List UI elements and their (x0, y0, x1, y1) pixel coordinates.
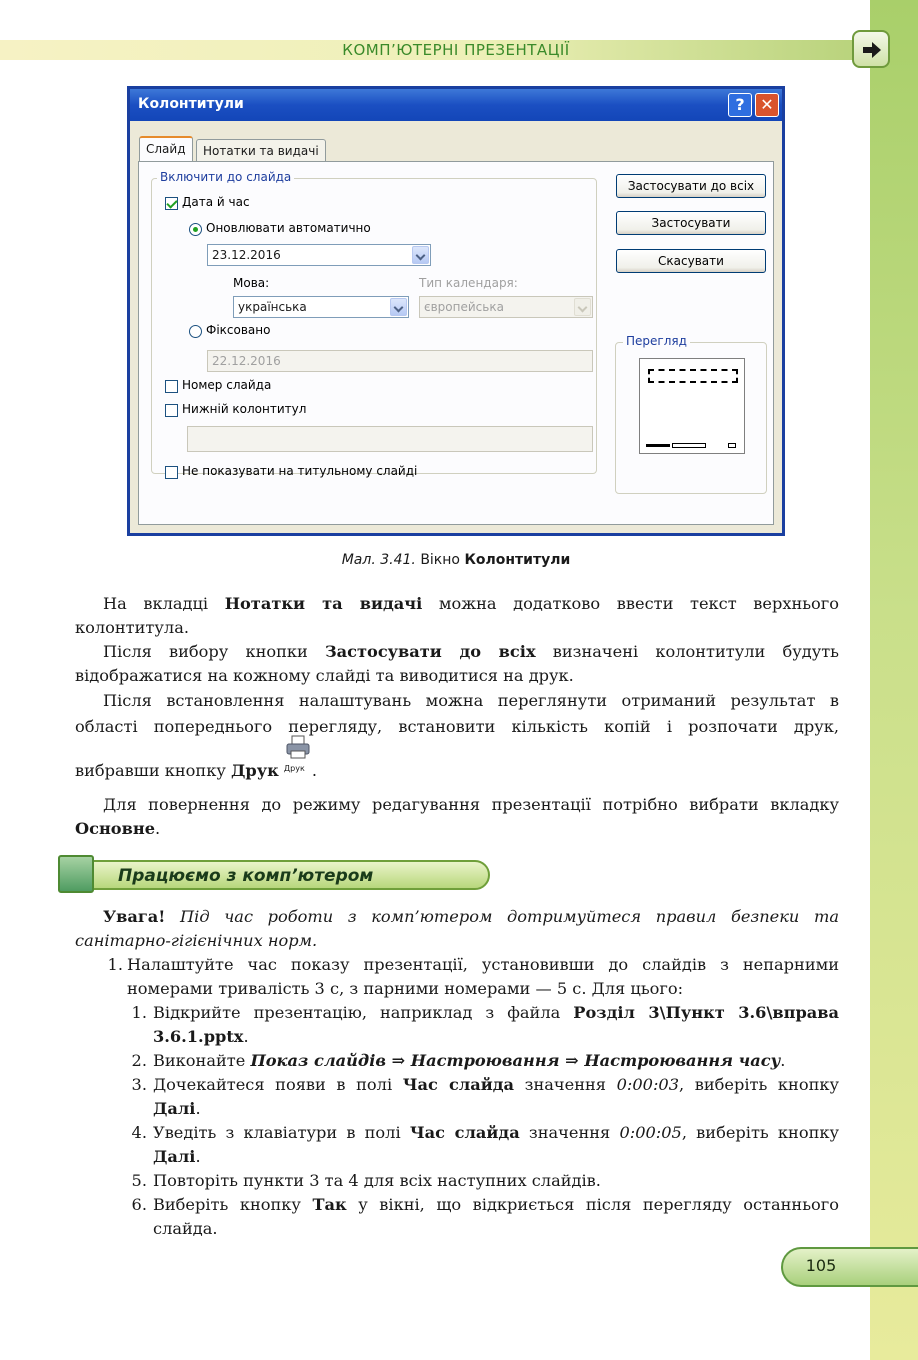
computer-icon (58, 855, 94, 893)
caption-prefix: Мал. 3.41. (341, 552, 416, 568)
auto-update-radio[interactable] (189, 223, 202, 236)
p1-bold: Нотатки та видачі (224, 594, 423, 613)
caption-bold: Колонтитули (464, 552, 571, 568)
print-icon-label: Друк (283, 764, 305, 773)
help-button[interactable]: ? (728, 93, 752, 117)
step-number: 6. (131, 1195, 147, 1214)
step-4-text-2: значення (519, 1123, 620, 1142)
auto-date-value: 23.12.2016 (212, 248, 281, 262)
step-3-text-3: , виберіть кнопку (679, 1075, 839, 1094)
paragraph-2 (75, 640, 839, 688)
preview-slide (639, 358, 745, 454)
header-footer-dialog (127, 86, 785, 536)
preview-title: Перегляд (623, 334, 690, 348)
preview-date-placeholder (646, 444, 670, 447)
step-4-text: Уведіть з клавіатури в полі (153, 1123, 410, 1142)
step-number: 3. (131, 1075, 147, 1094)
language-value: українська (238, 300, 307, 314)
step-6-bold: Так (312, 1195, 347, 1214)
apply-button[interactable]: Застосувати (616, 211, 766, 235)
include-group-title: Включити до слайда (157, 170, 294, 184)
step-3-text: Дочекайтеся появи в полі (153, 1075, 403, 1094)
date-time-label: Дата й час (182, 195, 250, 209)
auto-date-combo[interactable] (207, 244, 431, 266)
step-3-text-2: значення (514, 1075, 617, 1094)
page-number: 105 (805, 1256, 837, 1275)
p1-text-end: можна додатково ввести текст верхнього колонтитула. (75, 594, 840, 637)
step-text (153, 1073, 839, 1121)
step-2-end: . (780, 1051, 786, 1070)
step-4-text-3: , виберіть кнопку (681, 1123, 839, 1142)
calendar-type-value: європейська (424, 300, 504, 314)
fixed-date-field: 22.12.2016 (207, 350, 593, 372)
arrow-right-icon (861, 39, 883, 61)
step-3-end: . (195, 1098, 201, 1118)
fixed-radio[interactable] (189, 325, 202, 338)
paragraph-4 (75, 793, 839, 841)
p3-bold: Друк (231, 761, 279, 780)
step-text (153, 1193, 839, 1241)
slide-number-label: Номер слайда (182, 378, 272, 392)
p2-bold: Застосувати до всіх (324, 642, 536, 661)
chevron-down-icon[interactable] (412, 246, 429, 264)
step-4-value: 0:00:05 (619, 1123, 682, 1142)
step-number: 1. (131, 1003, 147, 1022)
next-page-button[interactable] (852, 30, 890, 68)
close-button[interactable]: ✕ (755, 93, 779, 117)
p1-text: На вкладці (103, 594, 225, 613)
warning-paragraph (75, 905, 839, 953)
side-strip (870, 0, 918, 1360)
step-4-end: . (195, 1146, 201, 1166)
figure-caption (0, 552, 912, 568)
step-2-text: Виконайте (153, 1051, 251, 1070)
step-1-end: . (243, 1026, 249, 1046)
section-title: Працюємо з комп’ютером (118, 866, 374, 886)
step-number: 5. (131, 1171, 147, 1190)
p3-text-end: . (311, 761, 318, 780)
chevron-down-icon[interactable] (390, 298, 407, 316)
dialog-titlebar (130, 89, 782, 121)
chevron-down-icon (574, 298, 591, 316)
cancel-button[interactable]: Скасувати (616, 249, 766, 273)
task-text: Налаштуйте час показу презентації, установивши до слайдів з непарними номерами тривалість 3 с, з парними номерами — 5 с. Для цього: (127, 955, 839, 998)
preview-number-placeholder (728, 443, 736, 448)
step-text (153, 1001, 839, 1049)
warning-bold: Увага! (103, 907, 166, 926)
footer-checkbox[interactable] (165, 404, 178, 417)
calendar-type-combo (419, 296, 593, 318)
p2-text: Після вибору кнопки (103, 642, 325, 661)
slide-number-checkbox[interactable] (165, 380, 178, 393)
step-3-field: Час слайда (402, 1075, 515, 1094)
footer-label: Нижній колонтитул (182, 402, 307, 416)
p4-text: Для повернення до режиму редагування презентації потрібно вибрати вкладку (103, 795, 839, 814)
dont-show-title-label: Не показувати на титульному слайді (182, 464, 418, 478)
tab-notes-handouts[interactable]: Нотатки та видачі (196, 139, 326, 161)
tab-panel (138, 161, 774, 525)
language-combo[interactable] (233, 296, 409, 318)
step-number: 4. (131, 1123, 147, 1142)
apply-all-button[interactable]: Застосувати до всіх (616, 174, 766, 198)
p4-text-end: . (155, 818, 161, 838)
dialog-title: Колонтитули (138, 96, 244, 112)
step-number: 2. (131, 1051, 147, 1070)
step-text (153, 1121, 839, 1169)
step-2-bold: Показ слайдів ⇒ Настроювання ⇒ Настроювання часу (250, 1051, 781, 1070)
header-title: КОМП’ЮТЕРНІ ПРЕЗЕНТАЦІЇ (342, 41, 570, 59)
step-4-button: Далі (153, 1146, 196, 1166)
step-1-text: Відкрийте презентацію, наприклад з файла (153, 1003, 574, 1022)
fixed-label: Фіксовано (206, 323, 271, 337)
preview-footer-placeholder (672, 443, 706, 448)
date-time-checkbox[interactable] (165, 197, 178, 210)
paragraph-3 (75, 688, 839, 784)
tab-slide[interactable]: Слайд (139, 136, 193, 161)
step-text: Повторіть пункти 3 та 4 для всіх наступних слайдів. (153, 1171, 601, 1190)
caption-text: Вікно (420, 552, 460, 568)
p3-text: Після встановлення налаштувань можна переглянути отриманий результат в області попереднього перегляду, встановити кількість копій і розпочати друк, вибравши кнопку (75, 691, 839, 780)
step-text (153, 1049, 839, 1073)
footer-text-field[interactable] (187, 426, 593, 452)
paragraph-1 (75, 592, 839, 640)
p4-bold: Основне (75, 818, 155, 838)
preview-title-placeholder (648, 369, 738, 383)
dialog-body (130, 121, 782, 533)
task-number: 1. (107, 955, 123, 974)
calendar-type-label: Тип календаря: (419, 276, 518, 290)
step-1-bold: Розділ 3\Пункт 3.6\вправа 3.6.1.pptx (153, 1003, 839, 1046)
dont-show-title-checkbox[interactable] (165, 466, 178, 479)
step-4-field: Час слайда (409, 1123, 520, 1142)
p2-text-end: визначені колонтитули будуть відображатися на кожному слайді та виводитися на друк. (75, 642, 839, 685)
step-6-text: Виберіть кнопку (153, 1195, 313, 1214)
printer-icon (284, 740, 312, 782)
step-3-value: 0:00:03 (616, 1075, 680, 1094)
language-label: Мова: (233, 276, 270, 290)
step-3-button: Далі (153, 1098, 196, 1118)
warning-text: Під час роботи з комп’ютером дотримуйтеся правил безпеки та санітарно-гігієнічних норм. (75, 907, 839, 950)
step-6-end: у вікні, що відкриється після перегляду останнього слайда. (153, 1195, 839, 1238)
auto-update-label: Оновлювати автоматично (206, 221, 371, 235)
